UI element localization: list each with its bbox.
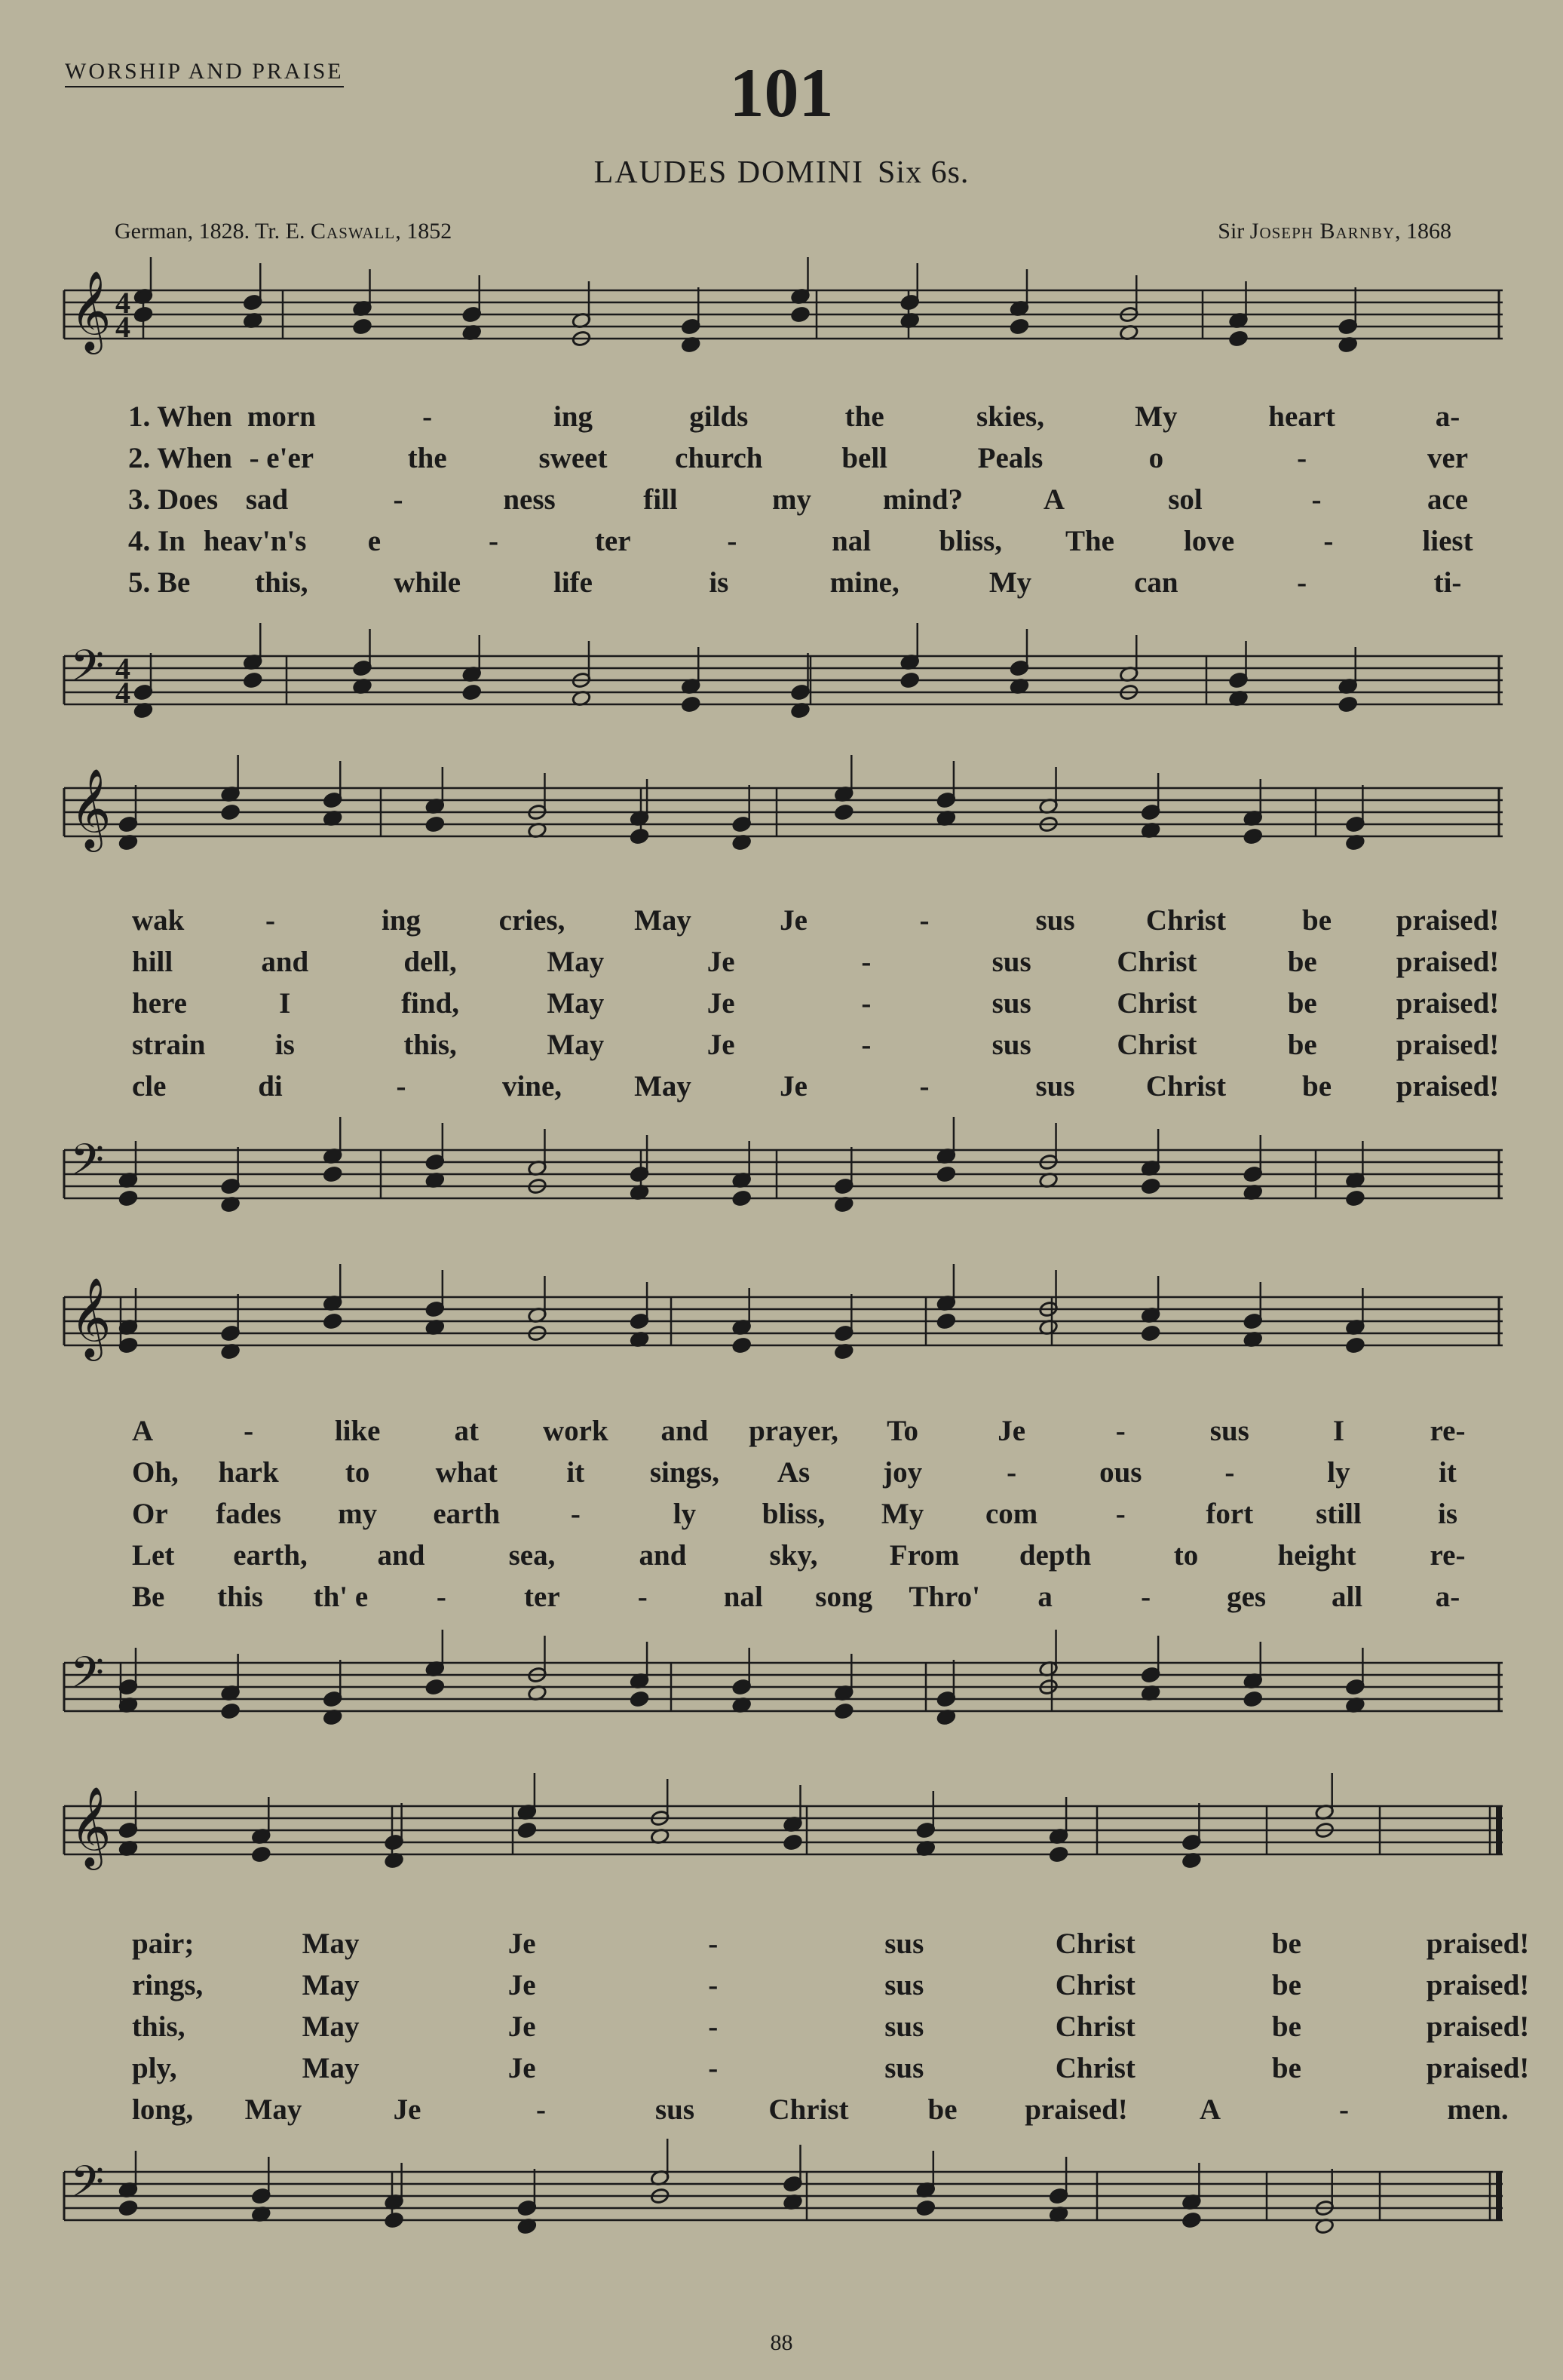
lyric-syllable: - [1007,1456,1017,1489]
lyric-syllable: sus [991,946,1031,978]
lyric-syllable: ter [524,1581,560,1613]
lyric-syllable: sea, [508,1539,556,1572]
lyric-syllable: sol [1168,483,1203,516]
lyric-syllable: - [861,987,872,1020]
lyric-syllable: still [1316,1498,1362,1530]
lyric-syllable: - [727,525,737,557]
lyric-syllable: re- [1430,1415,1466,1447]
lyric-syllable: prayer, [749,1415,838,1447]
lyric-syllable: th' e [313,1581,369,1613]
lyric-syllable: - [919,1070,930,1103]
lyric-syllable: To [887,1415,919,1447]
note-head [732,785,752,851]
lyric-syllable: - [536,2093,546,2126]
lyric-syllable: pair; [132,1928,195,1960]
note-head [1010,629,1029,695]
lyric-syllable: men. [1447,2093,1509,2126]
lyric-syllable: be [1271,1969,1301,2001]
note-head [732,1648,752,1713]
lyric-syllable: earth, [233,1539,308,1572]
note-head [1119,275,1139,341]
lyric-syllable: my [338,1498,378,1530]
lyric-syllable: hill [132,946,173,978]
lyric-syllable: - [489,525,499,557]
text-credit-prefix: German, 1828. Tr. E. [115,219,305,244]
lyric-syllable: 4. In [128,525,185,557]
note-head [790,653,810,719]
note-head [425,1123,445,1188]
time-signature-bottom: 4 [115,310,130,344]
note-head [352,629,372,695]
lyric-syllable: this, [403,1029,457,1061]
note-head [936,1660,956,1725]
lyric-syllable: - [708,2052,719,2084]
lyric-syllable: Je [393,2093,421,2126]
tune-line [0,155,1563,191]
lyric-syllable: - [1297,442,1307,474]
lyric-syllable: 2. When [128,442,232,474]
lyric-syllable: sus [991,1029,1031,1061]
note-head [1243,1282,1263,1348]
lyric-syllable: Peals [977,442,1044,474]
lyric-syllable: sweet [538,442,608,474]
lyric-syllable: praised! [1426,1928,1530,1960]
lyric-syllable: long, [132,2093,194,2126]
lyric-syllable: morn [247,400,316,433]
lyric-syllable: 5. Be [128,566,191,599]
lyric-syllable: and [639,1539,687,1572]
lyric-syllable: height [1277,1539,1356,1572]
lyric-syllable: praised! [1025,2093,1128,2126]
note-head [385,1803,404,1869]
lyric-syllable: sus [654,2093,695,2126]
bass-staff-4 [0,2157,1563,2308]
note-head [243,263,262,329]
note-head [1338,287,1358,353]
lyric-syllable: ges [1227,1581,1267,1613]
lyric-syllable: - [1115,1415,1126,1447]
note-head [1141,773,1160,839]
lyric-syllable: church [675,442,763,474]
lyric-syllable: be [1271,2052,1301,2084]
lyric-syllable: ter [594,525,631,557]
note-head [462,275,482,341]
lyric-syllable: be [1271,1928,1301,1960]
lyric-syllable: Je [780,1070,808,1103]
lyric-syllable: fill [643,483,678,516]
note-head [1181,1803,1201,1869]
lyric-syllable: be [1302,1070,1332,1103]
treble-clef-icon: 𝄞 [70,768,112,848]
lyric-syllable: The [1065,525,1114,557]
lyric-syllable: my [772,483,811,516]
lyric-syllable: praised! [1396,1070,1500,1103]
lyric-syllable: vine, [501,1070,562,1103]
lyric-syllable: to [345,1456,370,1489]
lyric-syllable: here [132,987,187,1020]
lyric-syllable: - [708,2010,719,2043]
lyric-syllable: Christ [1117,1029,1197,1061]
lyric-syllable: Christ [1055,2010,1135,2043]
lyric-syllable: all [1331,1581,1363,1613]
lyric-syllable: joy [883,1456,923,1489]
lyric-syllable: - [244,1415,254,1447]
lyric-syllable: Je [507,2052,536,2084]
lyric-syllable: be [1287,1029,1317,1061]
text-credit-year: , 1852 [395,219,452,244]
lyric-syllable: sus [1209,1415,1249,1447]
lyric-syllable: Let [132,1539,175,1572]
lyric-syllable: - [861,1029,872,1061]
lyric-syllable: praised! [1396,946,1500,978]
lyric-syllable: earth [433,1498,501,1530]
lyric-syllable: rings, [132,1969,204,2001]
treble-staff-3 [0,1277,1563,1433]
lyric-syllable: ness [503,483,556,516]
note-head [251,2157,271,2222]
lyric-syllable: 1. When [128,400,232,433]
lyric-syllable: - [1323,525,1334,557]
page-number: 88 [770,2330,793,2355]
lyric-syllable: is [709,566,729,599]
lyric-syllable: - [637,1581,648,1613]
lyric-syllable: liest [1422,525,1473,557]
lyric-syllable: ply, [132,2052,177,2084]
bass-clef-icon: 𝄢 [70,1647,105,1709]
time-signature-bottom: 4 [115,676,130,710]
note-head [1228,641,1248,707]
lyric-syllable: May [547,946,605,978]
lyric-syllable: Christ [768,2093,849,2126]
tune-name: LAUDES DOMINI [593,155,865,190]
lyric-syllable: work [542,1415,608,1447]
lyric-syllable: Je [998,1415,1026,1447]
lyric-syllable: be [1287,946,1317,978]
lyric-syllable: sky, [769,1539,818,1572]
bass-clef-icon: 𝄢 [70,640,105,702]
lyric-syllable: I [1332,1415,1344,1447]
note-head [1345,1648,1365,1713]
lyric-syllable: Christ [1117,987,1197,1020]
bass-staff-3 [0,1648,1563,1799]
lyric-syllable: the [407,442,447,474]
lyric-syllable: and [660,1415,709,1447]
lyric-syllable: a- [1435,400,1460,433]
lyric-syllable: this [217,1581,263,1613]
treble-clef-icon: 𝄞 [70,1786,112,1866]
lyric-syllable: e [367,525,382,557]
lyric-syllable: fort [1206,1498,1254,1530]
lyric-syllable: can [1134,566,1178,599]
time-signature-top: 4 [115,652,130,685]
meter: Six 6s. [878,155,970,190]
note-head [133,653,153,719]
lyric-syllable: sus [1035,904,1075,937]
section-label: WORSHIP AND PRAISE [65,59,344,87]
lyric-syllable: sus [884,1928,924,1960]
lyric-syllable: praised! [1426,1969,1530,2001]
lyric-syllable: find, [401,987,460,1020]
lyric-syllable: hark [218,1456,279,1489]
lyric-syllable: bliss, [939,525,1002,557]
lyric-syllable: Or [132,1498,168,1530]
lyric-syllable: nal [723,1581,763,1613]
lyric-syllable: sings, [649,1456,719,1489]
note-head [1049,2157,1068,2222]
lyric-syllable: A [1043,483,1065,516]
bass-staff-1 [0,641,1563,792]
lyric-syllable: Be [132,1581,165,1613]
lyric-syllable: it [1439,1456,1457,1489]
lyric-syllable: bliss, [762,1498,826,1530]
music-credit [1218,219,1451,244]
lyric-syllable: sus [884,1969,924,2001]
lyric-syllable: depth [1019,1539,1092,1572]
lyric-syllable: love [1184,525,1235,557]
lyric-syllable: o [1148,442,1164,474]
lyric-syllable: - [1141,1581,1151,1613]
lyric-syllable: - [861,946,872,978]
lyric-syllable: Je [507,2010,536,2043]
note-head [834,1147,854,1213]
lyric-syllable: - [1311,483,1322,516]
lyric-syllable: - [1339,2093,1349,2126]
lyric-syllable: Christ [1145,1070,1227,1103]
lyric-syllable: May [302,2010,360,2043]
lyric-syllable: My [881,1498,924,1530]
lyric-syllable: My [1135,400,1178,433]
note-head [323,1660,342,1725]
lyric-syllable: di [258,1070,283,1103]
lyric-syllable: wak [132,904,185,937]
lyric-syllable: sus [884,2052,924,2084]
lyric-syllable: while [394,566,461,599]
lyric-syllable: May [302,2052,360,2084]
note-head [527,773,547,839]
lyric-syllable: heart [1268,400,1336,433]
lyric-syllable: I [279,987,291,1020]
treble-clef-icon: 𝄞 [70,270,112,351]
lyric-syllable: Oh, [132,1456,179,1489]
lyric-syllable: praised! [1426,2052,1530,2084]
lyric-syllable: be [1302,904,1332,937]
lyric-syllable: this, [255,566,308,599]
lyric-syllable: life [553,566,593,599]
lyric-syllable: a- [1435,1581,1460,1613]
lyric-syllable: it [566,1456,585,1489]
lyric-syllable: nal [832,525,872,557]
lyric-syllable: and [377,1539,425,1572]
lyric-syllable: sad [245,483,289,516]
hymn-number: 101 [729,54,834,131]
composer-name: Joseph Barnby [1249,219,1395,244]
note-head [630,1135,649,1201]
note-head [681,287,700,353]
lyric-syllable: - [436,1581,446,1613]
lyric-syllable: be [1271,2010,1301,2043]
treble-clef-icon: 𝄞 [70,1277,112,1357]
lyric-syllable: cle [132,1070,167,1103]
bass-clef-icon: 𝄢 [70,1134,105,1196]
note-head [527,1636,547,1701]
lyric-syllable: A [1199,2093,1221,2126]
lyric-syllable: Christ [1145,904,1227,937]
lyric-syllable: heav'n's [203,525,307,557]
note-head [630,1282,649,1348]
lyric-syllable: skies, [976,400,1044,433]
lyric-syllable: - [1224,1456,1235,1489]
lyric-syllable: My [988,566,1032,599]
bass-clef-icon: 𝄢 [70,2156,105,2218]
lyric-syllable: song [815,1581,873,1613]
lyric-syllable: and [261,946,309,978]
lyric-syllable: - [708,1928,719,1960]
lyric-syllable: As [777,1456,811,1489]
lyric-syllable: this, [132,2010,185,2043]
lyric-syllable: praised! [1426,2010,1530,2043]
note-head [1345,785,1365,851]
lyric-syllable: praised! [1396,987,1500,1020]
note-head [517,2169,537,2234]
lyric-syllable: - [1297,566,1307,599]
note-head [118,1791,138,1857]
lyric-syllable: ver [1427,442,1469,474]
lyric-syllable: mine, [829,566,899,599]
lyric-syllable: From [889,1539,960,1572]
lyric-syllable: praised! [1396,1029,1500,1061]
lyric-syllable: mind? [882,483,964,516]
note-head [1243,1135,1263,1201]
lyric-syllable: re- [1430,1539,1466,1572]
note-head [221,1147,241,1213]
music-credit-year: , 1868 [1395,219,1451,244]
lyric-syllable: ly [673,1498,697,1530]
lyric-syllable: - [1115,1498,1126,1530]
lyric-syllable: ing [381,904,421,937]
lyric-syllable: - e'er [249,442,314,474]
lyric-syllable: bell [841,442,887,474]
lyric-syllable: Christ [1055,1928,1135,1960]
lyric-syllable: Je [706,946,735,978]
lyric-syllable: ing [553,400,593,433]
lyric-syllable: - [422,400,433,433]
lyric-syllable: Je [780,904,808,937]
lyric-syllable: the [844,400,884,433]
lyric-syllable: gilds [689,400,749,433]
lyric-syllable: May [634,1070,691,1103]
lyric-syllable: Christ [1055,1969,1135,2001]
lyric-syllable: - [396,1070,406,1103]
lyric-syllable: - [570,1498,581,1530]
treble-staff-4 [0,1786,1563,1942]
lyric-syllable: sus [1035,1070,1075,1103]
music-credit-prefix: Sir [1218,219,1250,244]
lyric-syllable: Je [507,1969,536,2001]
note-head [1141,1636,1160,1701]
lyric-syllable: cries, [498,904,565,937]
time-signature-top: 4 [115,286,130,320]
lyric-syllable: what [435,1456,498,1489]
lyric-syllable: Christ [1055,2052,1135,2084]
lyric-syllable: ti- [1433,566,1462,599]
lyric-syllable: May [244,2093,302,2126]
treble-staff-2 [0,768,1563,924]
note-head [1315,2169,1335,2234]
note-head [572,641,591,707]
lyric-syllable: A [132,1415,154,1447]
lyric-syllable: Je [507,1928,536,1960]
lyric-syllable: fades [216,1498,281,1530]
lyric-syllable: May [547,1029,605,1061]
lyric-syllable: strain [132,1029,206,1061]
lyric-syllable: is [274,1029,295,1061]
lyric-syllable: sus [991,987,1031,1020]
lyric-syllable: be [927,2093,958,2126]
note-head [1038,1123,1058,1188]
lyric-syllable: Thro' [909,1581,981,1613]
lyric-syllable: like [334,1415,381,1447]
note-head [900,263,920,329]
note-head [834,1294,854,1360]
lyric-syllable: - [265,904,275,937]
lyric-syllable: Je [706,987,735,1020]
lyric-syllable: - [919,904,930,937]
lyric-syllable: to [1173,1539,1199,1572]
lyric-syllable: is [1437,1498,1458,1530]
translator-name: Caswall [311,219,396,244]
lyric-syllable: ous [1099,1456,1142,1489]
lyric-syllable: Je [706,1029,735,1061]
lyric-syllable: 3. Does [128,483,219,516]
lyric-syllable: com [985,1498,1038,1530]
note-head [916,1791,936,1857]
lyric-syllable: a [1037,1581,1053,1613]
lyric-syllable: - [393,483,403,516]
lyric-syllable: be [1287,987,1317,1020]
lyric-syllable: at [454,1415,479,1447]
lyric-syllable: May [302,1969,360,2001]
note-head [221,1294,241,1360]
lyric-syllable: dell, [403,946,457,978]
lyric-syllable: May [302,1928,360,1960]
lyric-syllable: praised! [1396,904,1500,937]
text-credit [115,219,452,244]
lyric-syllable: sus [884,2010,924,2043]
lyric-syllable: May [634,904,691,937]
lyric-syllable: May [547,987,605,1020]
note-head [783,2145,802,2210]
bass-staff-2 [0,1135,1563,1286]
lyric-syllable: - [708,1969,719,2001]
lyric-syllable: ace [1427,483,1469,516]
lyric-syllable: Christ [1117,946,1197,978]
lyric-syllable: ly [1327,1456,1350,1489]
note-head [118,785,138,851]
